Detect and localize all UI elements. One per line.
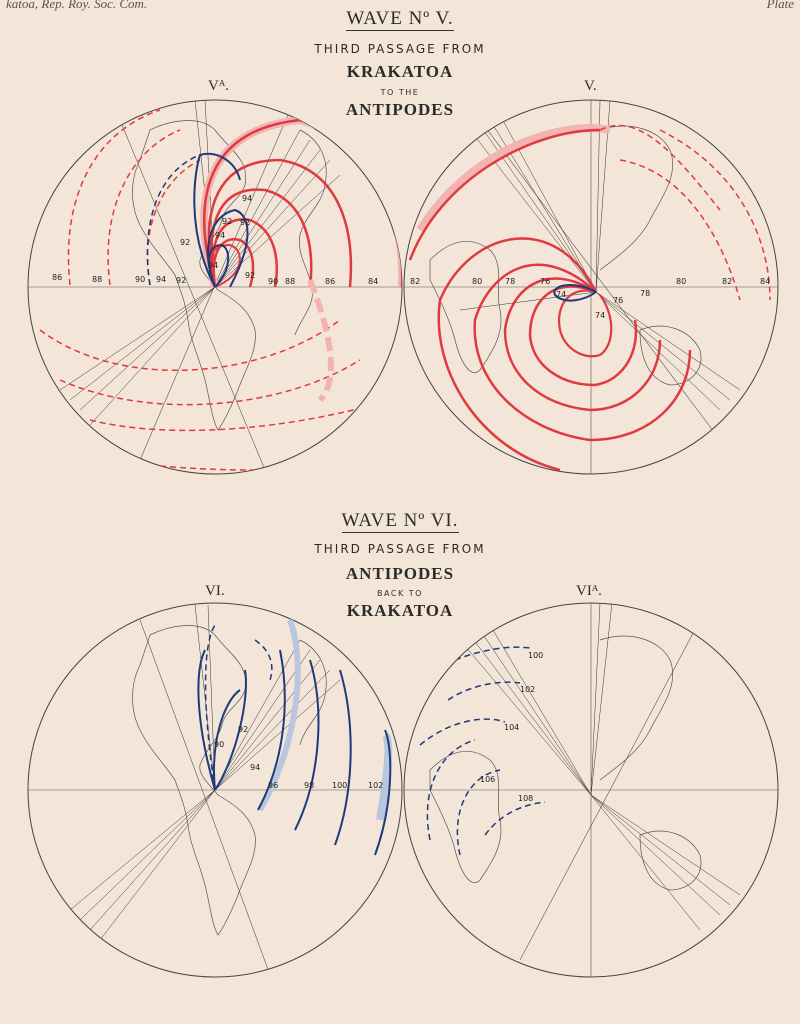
contour-label: 76 bbox=[540, 277, 551, 286]
contour-label: 90 bbox=[214, 740, 225, 749]
contour-label: 92 bbox=[245, 271, 256, 280]
contour-label: 100 bbox=[528, 651, 544, 660]
contour-label: 74 bbox=[595, 311, 606, 320]
contour-label: 90 bbox=[268, 277, 279, 286]
contour-label: 94 bbox=[242, 194, 253, 203]
wave6-origin: ANTIPODES bbox=[345, 564, 455, 583]
contour-label: 92 bbox=[240, 218, 251, 227]
wave5-origin: KRAKATOA bbox=[346, 62, 454, 81]
contour-label: 88 bbox=[92, 275, 103, 284]
contour-label: 104 bbox=[504, 723, 520, 732]
contour-label: 92 bbox=[176, 276, 187, 285]
contour-label: 108 bbox=[518, 794, 534, 803]
contour-label: 94 bbox=[208, 261, 219, 270]
contour-label: 76 bbox=[613, 296, 624, 305]
wave6-connector: BACK TO bbox=[377, 589, 423, 598]
contour-label: 102 bbox=[368, 781, 384, 790]
contour-label: 86 bbox=[52, 273, 63, 282]
contour-label: 94 bbox=[156, 275, 167, 284]
wave5-destination: ANTIPODES bbox=[345, 100, 455, 119]
wave5-left-hemisphere bbox=[28, 100, 402, 474]
contour-label: 78 bbox=[640, 289, 651, 298]
contour-label: 102 bbox=[520, 685, 536, 694]
contour-label: 90 bbox=[135, 275, 146, 284]
wave5-title: WAVE Nº V. bbox=[346, 8, 454, 29]
wave5-subtitle: THIRD PASSAGE FROM bbox=[314, 42, 486, 56]
contour-label: 80 bbox=[676, 277, 687, 286]
contour-label: 106 bbox=[480, 775, 496, 784]
wave6-right-hemisphere bbox=[404, 603, 778, 977]
contour-label: 86 bbox=[325, 277, 336, 286]
plate-header-left: katoa, Rep. Roy. Soc. Com. bbox=[6, 0, 148, 11]
wave5-connector: TO THE bbox=[380, 88, 420, 97]
wave6-right-hemisphere-label: VIᴬ. bbox=[576, 583, 602, 599]
contour-label: 92 bbox=[222, 217, 233, 226]
contour-label: 94 bbox=[250, 763, 261, 772]
contour-label: 100 bbox=[332, 781, 348, 790]
contour-label: 74 bbox=[556, 290, 567, 299]
contour-label: 88 bbox=[285, 277, 296, 286]
contour-label: 98 bbox=[304, 781, 315, 790]
contour-label: 80 bbox=[472, 277, 483, 286]
contour-label: 96 bbox=[268, 781, 279, 790]
contour-label: 92 bbox=[238, 725, 249, 734]
contour-label: 84 bbox=[760, 277, 771, 286]
wave6-left-hemisphere bbox=[28, 603, 402, 977]
contour-label: 92 bbox=[180, 238, 191, 247]
wave5-right-hemisphere-label: V. bbox=[584, 78, 597, 94]
wave6-title: WAVE Nº VI. bbox=[341, 510, 459, 531]
wave5-left-hemisphere-label: Vᴬ. bbox=[208, 78, 229, 94]
wave5-right-hemisphere bbox=[404, 100, 778, 474]
wave6-subtitle: THIRD PASSAGE FROM bbox=[314, 542, 486, 556]
contour-label: 82 bbox=[722, 277, 733, 286]
contour-label: 84 bbox=[368, 277, 379, 286]
contour-label: 82 bbox=[410, 277, 421, 286]
contour-label: 94 bbox=[215, 231, 226, 240]
wave6-left-hemisphere-label: VI. bbox=[205, 583, 225, 599]
wave6-destination: KRAKATOA bbox=[346, 601, 454, 620]
plate-header-right: Plate bbox=[766, 0, 794, 11]
contour-label: 78 bbox=[505, 277, 516, 286]
